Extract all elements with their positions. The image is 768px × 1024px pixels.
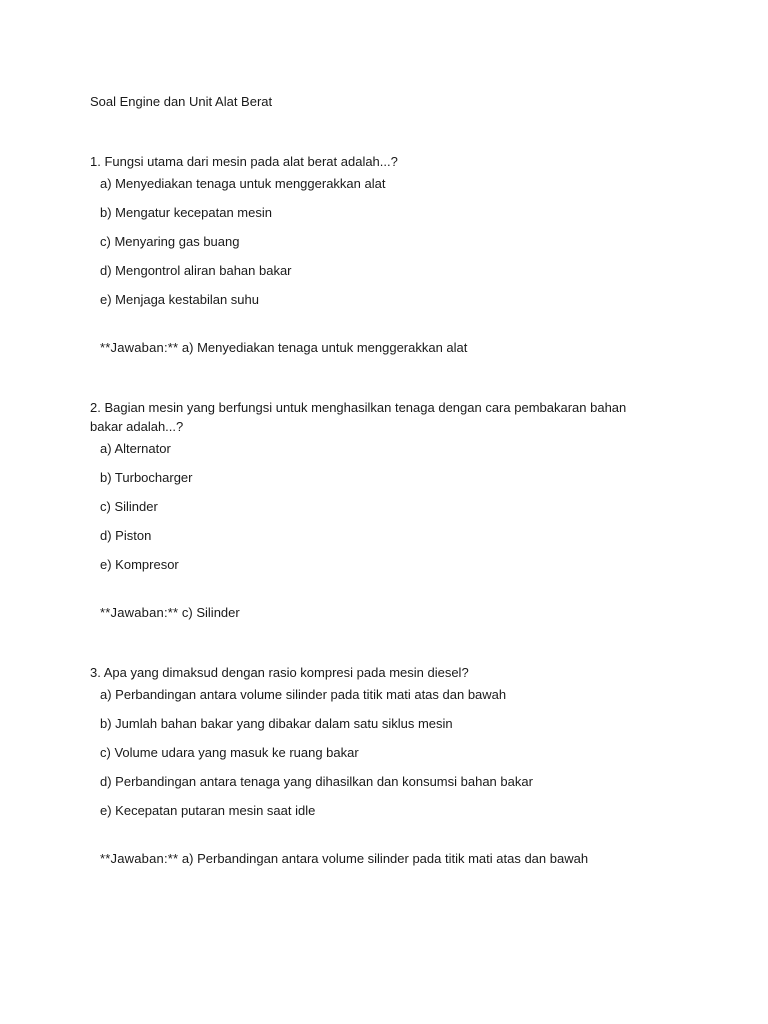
option-a: a) Menyediakan tenaga untuk menggerakkan alat: [100, 176, 386, 191]
question-text: 1. Fungsi utama dari mesin pada alat berat adalah...?: [90, 154, 398, 169]
option-c: c) Volume udara yang masuk ke ruang bakar: [100, 745, 359, 760]
option-c: c) Menyaring gas buang: [100, 234, 240, 249]
answer-label: **Jawaban:**: [100, 851, 179, 866]
option-d: d) Perbandingan antara tenaga yang dihasilkan dan konsumsi bahan bakar: [100, 774, 533, 789]
option-e: e) Kecepatan putaran mesin saat idle: [100, 803, 316, 818]
answer-text: a) Perbandingan antara volume silinder pada titik mati atas dan bawah: [181, 851, 589, 866]
option-c: c) Silinder: [100, 499, 158, 514]
document-page: [90, 94, 650, 909]
question-3: [90, 663, 650, 867]
option-d: d) Piston: [100, 528, 152, 543]
option-d: d) Mengontrol aliran bahan bakar: [100, 263, 292, 278]
answer-label: **Jawaban:**: [100, 340, 179, 355]
option-e: e) Menjaga kestabilan suhu: [100, 292, 259, 307]
answer-line: [100, 340, 650, 356]
option-e: e) Kompresor: [100, 557, 179, 572]
option-a: a) Perbandingan antara volume silinder pada titik mati atas dan bawah: [100, 687, 507, 702]
answer-line: [100, 851, 650, 867]
option-b: b) Jumlah bahan bakar yang dibakar dalam satu siklus mesin: [100, 716, 453, 731]
document-title: Soal Engine dan Unit Alat Berat: [90, 94, 273, 109]
option-a: a) Alternator: [100, 441, 171, 456]
answer-text: c) Silinder: [181, 605, 240, 620]
question-2: [90, 398, 650, 621]
question-text: 2. Bagian mesin yang berfungsi untuk menghasilkan tenaga dengan cara pembakaran bahan bakar adalah...?: [90, 400, 627, 434]
answer-line: [100, 605, 650, 621]
option-b: b) Mengatur kecepatan mesin: [100, 205, 272, 220]
question-text: 3. Apa yang dimaksud dengan rasio kompresi pada mesin diesel?: [90, 665, 469, 680]
answer-label: **Jawaban:**: [100, 605, 179, 620]
answer-text: a) Menyediakan tenaga untuk menggerakkan alat: [181, 340, 468, 355]
option-b: b) Turbocharger: [100, 470, 193, 485]
question-1: [90, 152, 650, 356]
